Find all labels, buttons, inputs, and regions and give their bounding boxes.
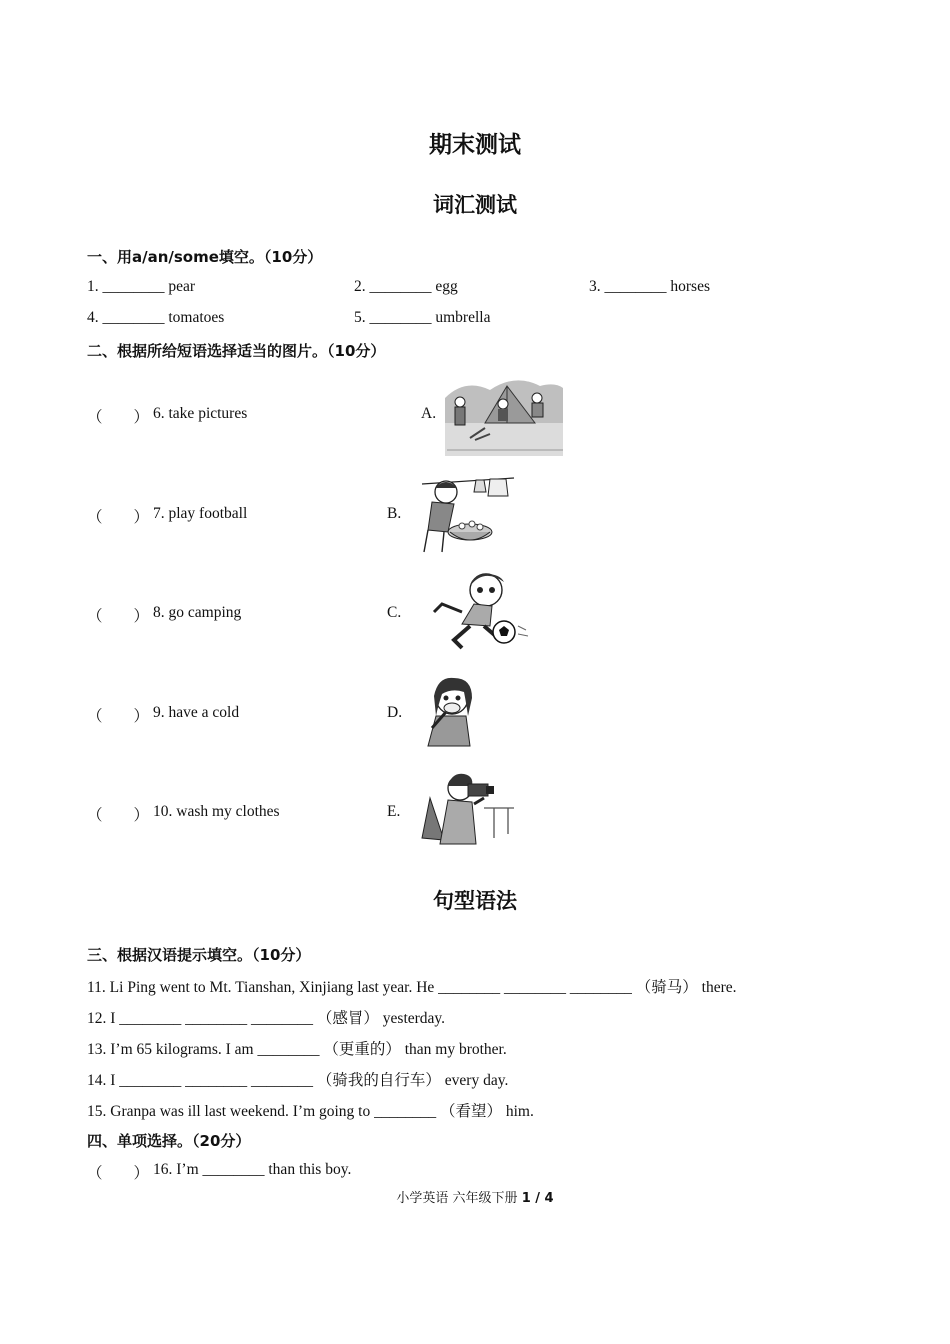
page-title: 期末测试 xyxy=(429,131,521,158)
option-letter-b: B. xyxy=(387,505,402,522)
part3-item-13: 13. I’m 65 kilograms. I am ________ （更重的） than my brother. xyxy=(87,1041,507,1058)
washing-clothes-picture xyxy=(414,470,518,556)
answer-paren: （ ） xyxy=(87,409,150,426)
footer-text: 小学英语 六年级下册 xyxy=(396,1191,522,1206)
part2-item-10: 10. wash my clothes xyxy=(153,803,280,820)
section-grammar-title: 句型语法 xyxy=(433,888,517,913)
page-number: 1 / 4 xyxy=(521,1191,554,1206)
part2-item-8: 8. go camping xyxy=(153,604,242,621)
part3-item-14: 14. I ________ ________ ________ （骑我的自行车） every day. xyxy=(87,1072,509,1089)
part2-item-7: 7. play football xyxy=(153,505,248,522)
answer-paren: （ ） xyxy=(87,807,150,824)
section-vocab-title: 词汇测试 xyxy=(433,192,517,217)
cold-picture xyxy=(414,672,498,756)
answer-paren: （ ） xyxy=(87,509,150,526)
camping-picture xyxy=(445,368,563,456)
answer-paren: （ ） xyxy=(87,608,150,625)
part3-item-15: 15. Granpa was ill last weekend. I’m going to ________ （看望） him. xyxy=(87,1103,534,1120)
option-letter-e: E. xyxy=(387,803,401,820)
camera-picture xyxy=(414,768,522,850)
option-letter-a: A. xyxy=(421,405,437,422)
football-picture xyxy=(414,568,536,658)
part2-heading: 二、根据所给短语选择适当的图片。（10分） xyxy=(87,342,386,360)
option-letter-d: D. xyxy=(387,704,403,721)
answer-paren: （ ） xyxy=(87,1165,150,1182)
part3-item-11: 11. Li Ping went to Mt. Tianshan, Xinjiang last year. He ________ ________ ________ （骑马） there. xyxy=(87,979,737,996)
part4-heading: 四、单项选择。（20分） xyxy=(87,1132,251,1150)
part1-item-3: 3. ________ horses xyxy=(589,278,710,295)
part2-item-9: 9. have a cold xyxy=(153,704,240,721)
part1-item-1: 1. ________ pear xyxy=(87,278,196,295)
part4-item-16: 16. I’m ________ than this boy. xyxy=(153,1161,352,1178)
part1-item-4: 4. ________ tomatoes xyxy=(87,309,225,326)
part1-item-5: 5. ________ umbrella xyxy=(354,309,491,326)
part1-item-2: 2. ________ egg xyxy=(354,278,458,295)
answer-paren: （ ） xyxy=(87,708,150,725)
part1-heading: 一、用a/an/some填空。（10分） xyxy=(87,248,323,266)
part3-heading: 三、根据汉语提示填空。（10分） xyxy=(87,946,311,964)
part2-item-6: 6. take pictures xyxy=(153,405,248,422)
option-letter-c: C. xyxy=(387,604,402,621)
part3-item-12: 12. I ________ ________ ________ （感冒） yesterday. xyxy=(87,1010,446,1027)
page-footer xyxy=(0,1187,950,1206)
